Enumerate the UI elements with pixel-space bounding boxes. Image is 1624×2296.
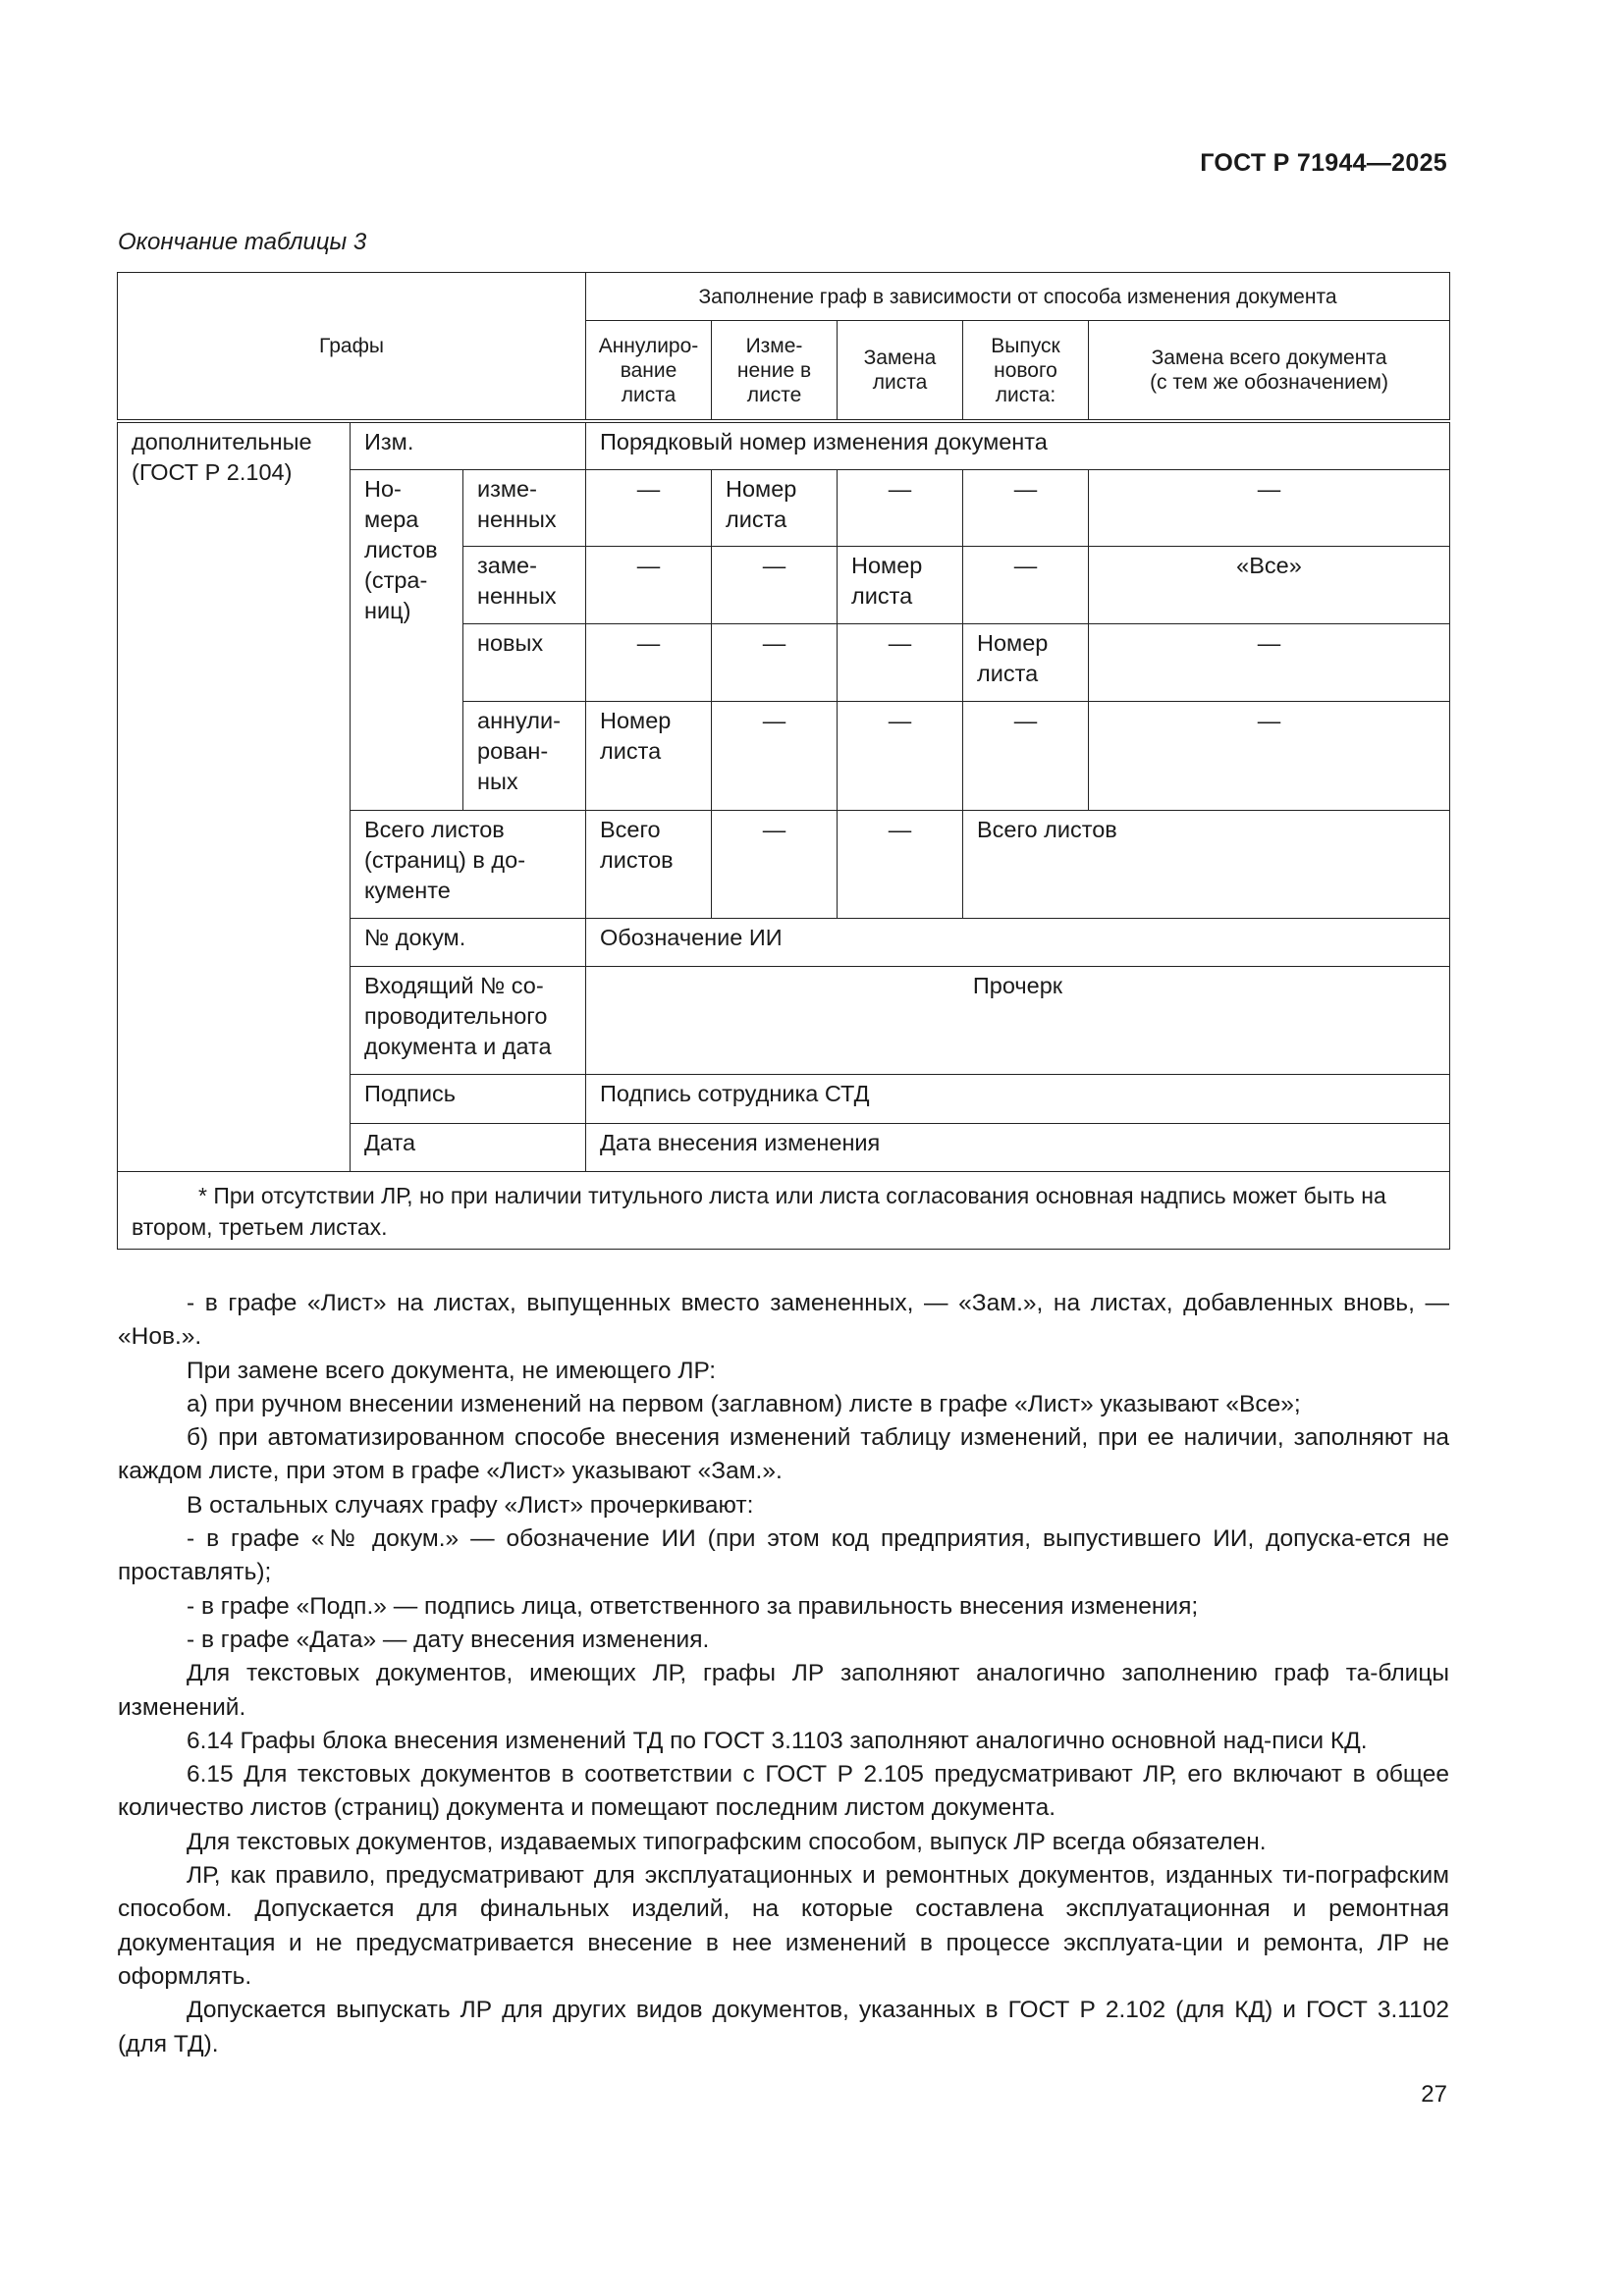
- total-label: [351, 810, 586, 918]
- paragraph: При замене всего документа, не имеющего ЛР:: [187, 1357, 717, 1384]
- sheets-label: [351, 469, 463, 810]
- cell: [712, 469, 838, 546]
- total-annul-text: Всего листов: [600, 816, 674, 873]
- table-footnote: [118, 1171, 1450, 1249]
- cell-text: Номер листа: [851, 552, 923, 609]
- cell: —: [963, 701, 1089, 810]
- paragraph: а) при ручном внесении изменений на первом (заглавном) листе в графе «Лист» указывают «Все»;: [187, 1390, 1301, 1417]
- paragraph: 6.15 Для текстовых документов в соответствии с ГОСТ Р 2.105 предусматривают ЛР, его включают в общее количество листов (страниц) документа и помещают последним листом документа.: [118, 1761, 1449, 1822]
- body-text: [118, 1287, 1449, 2061]
- header-change: [712, 321, 838, 422]
- paragraph: Для текстовых документов, имеющих ЛР, графы ЛР заполняют аналогично заполнению граф та-блицы изменений.: [118, 1660, 1449, 1721]
- paragraph: - в графе «Подп.» — подпись лица, ответственного за правильность внесения изменения;: [187, 1592, 1199, 1620]
- header-replace-all: [1089, 321, 1450, 422]
- header-graphs: Графы: [118, 273, 586, 422]
- paragraph: - в графе «№ докум.» — обозначение ИИ (при этом код предприятия, выпустившего ИИ, допуска-ется не проставлять);: [118, 1525, 1449, 1586]
- paragraph: ЛР, как правило, предусматривают для эксплуатационных и ремонтных документов, изданных ти-пографским способом. Допускается для финальных изделий, на которые составлена эксплуатационная и ремонтная документация и не предусматривается внесение в нее изменений в процессе эксплуата-ции и ремонта, ЛР не оформлять.: [118, 1862, 1449, 1990]
- header-fill-group: Заполнение граф в зависимости от способа изменения документа: [586, 273, 1450, 321]
- incoming-label: [351, 966, 586, 1074]
- incoming-value: Прочерк: [586, 966, 1450, 1074]
- header-annul: [586, 321, 712, 422]
- table-caption: Окончание таблицы 3: [118, 229, 367, 255]
- row-replaced-label: [463, 546, 586, 623]
- document-code: ГОСТ Р 71944—2025: [1200, 149, 1447, 177]
- cell: —: [586, 546, 712, 623]
- cell: [838, 546, 963, 623]
- cell-text: Номер листа: [726, 475, 797, 532]
- cell: —: [838, 701, 963, 810]
- total-annul: [586, 810, 712, 918]
- group-label: [118, 421, 351, 1171]
- signature-label: Подпись: [351, 1074, 586, 1123]
- header-replace-text: Замена листа: [863, 347, 937, 394]
- cell: [963, 623, 1089, 701]
- cell: —: [712, 701, 838, 810]
- date-value: Дата внесения изменения: [586, 1123, 1450, 1171]
- paragraph: В остальных случаях графу «Лист» прочеркивают:: [187, 1491, 754, 1519]
- cell: —: [838, 623, 963, 701]
- incoming-label-text: Входящий № со- проводительного документа и дата: [364, 972, 552, 1059]
- cell: —: [1089, 701, 1450, 810]
- header-replace-all-text: Замена всего документа (с тем же обозначением): [1150, 347, 1388, 394]
- izm-label: Изм.: [351, 421, 586, 469]
- sheets-label-text: Но- мера листов (стра- ниц): [364, 475, 438, 623]
- paragraph: 6.14 Графы блока внесения изменений ТД по ГОСТ 3.1103 заполняют аналогично основной над-писи КД.: [187, 1727, 1368, 1754]
- total-replace: —: [838, 810, 963, 918]
- cell: —: [712, 623, 838, 701]
- docnum-value: Обозначение ИИ: [586, 918, 1450, 966]
- cell: —: [586, 623, 712, 701]
- header-new: [963, 321, 1089, 422]
- header-replace: [838, 321, 963, 422]
- page-number: 27: [1421, 2081, 1447, 2108]
- row-replaced-label-text: заме- ненных: [477, 552, 557, 609]
- signature-value: Подпись сотрудника СТД: [586, 1074, 1450, 1123]
- cell: —: [1089, 469, 1450, 546]
- docnum-label: № докум.: [351, 918, 586, 966]
- row-changed-label: [463, 469, 586, 546]
- header-new-text: Выпуск нового листа:: [991, 334, 1060, 406]
- group-label-text: дополнительные (ГОСТ Р 2.104): [132, 429, 312, 485]
- table-3: [117, 272, 1450, 1250]
- row-new-label: [463, 623, 586, 701]
- izm-value: Порядковый номер изменения документа: [586, 421, 1450, 469]
- row-annulled-label-text: аннули- рован- ных: [477, 707, 561, 794]
- date-label: Дата: [351, 1123, 586, 1171]
- total-change: —: [712, 810, 838, 918]
- cell: «Все»: [1089, 546, 1450, 623]
- cell: —: [963, 546, 1089, 623]
- paragraph: б) при автоматизированном способе внесения изменений таблицу изменений, при ее наличии, заполняют на каждом листе, при этом в графе «Лист» указывают «Зам.».: [118, 1424, 1449, 1485]
- total-label-text: Всего листов (страниц) в до- кументе: [364, 816, 526, 903]
- cell-text: Номер листа: [977, 629, 1049, 686]
- row-new-label-text: новых: [477, 629, 544, 656]
- cell: —: [712, 546, 838, 623]
- cell: —: [1089, 623, 1450, 701]
- row-annulled-label: [463, 701, 586, 810]
- cell: —: [586, 469, 712, 546]
- header-change-text: Изме- нение в листе: [736, 334, 812, 406]
- header-annul-text: Аннулиро- вание листа: [598, 334, 699, 406]
- cell: [586, 701, 712, 810]
- total-new-and-all: Всего листов: [963, 810, 1450, 918]
- paragraph: Для текстовых документов, издаваемых типографским способом, выпуск ЛР всегда обязателен.: [187, 1828, 1267, 1855]
- paragraph: - в графе «Дата» — дату внесения изменения.: [187, 1626, 710, 1653]
- paragraph: - в графе «Лист» на листах, выпущенных вместо замененных, — «Зам.», на листах, добавленных вновь, — «Нов.».: [118, 1290, 1449, 1351]
- paragraph: Допускается выпускать ЛР для других видов документов, указанных в ГОСТ Р 2.102 (для КД) и ГОСТ 3.1102 (для ТД).: [118, 1997, 1449, 2057]
- cell-text: Номер листа: [600, 707, 672, 764]
- table-footnote-text: * При отсутствии ЛР, но при наличии титульного листа или листа согласования основная надпись может быть на втором, третьем листах.: [132, 1182, 1386, 1240]
- cell: —: [963, 469, 1089, 546]
- cell: —: [838, 469, 963, 546]
- row-changed-label-text: изме- ненных: [477, 475, 557, 532]
